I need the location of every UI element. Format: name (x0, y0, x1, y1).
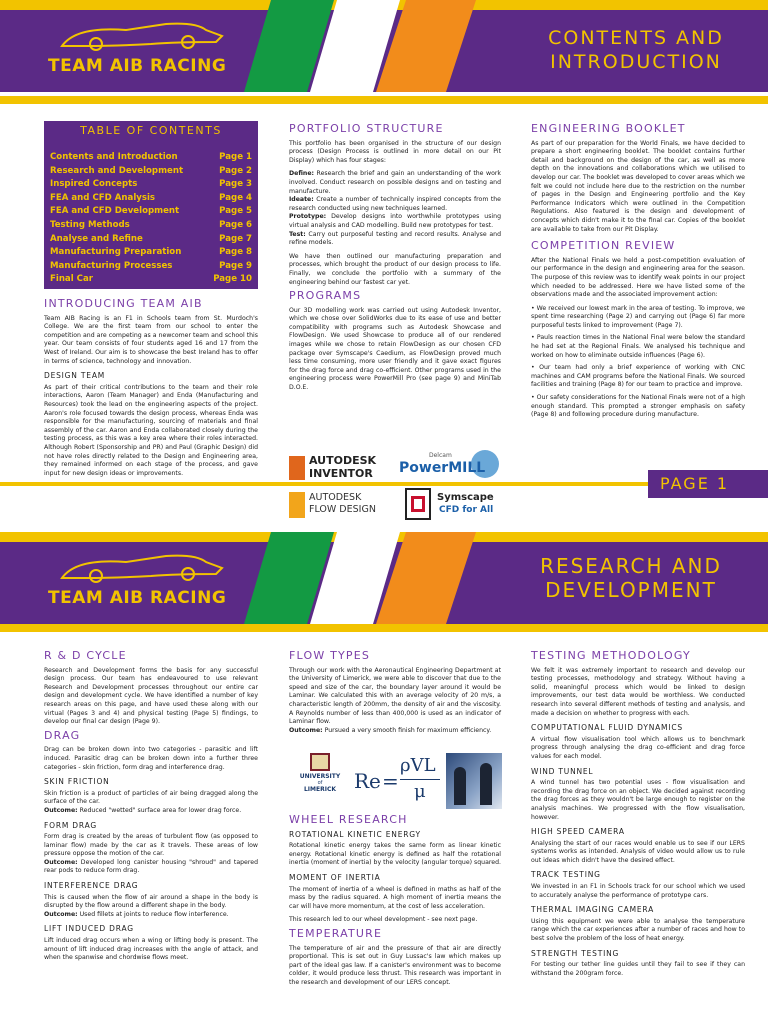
toc-row[interactable] (50, 219, 252, 233)
drag-paragraph: Drag can be broken down into two categories - parasitic and lift induced. Parasitic drag can be broken down into a further three categories - skin friction, form drag and interference drag. (44, 746, 258, 771)
toc-page: Page 3 (219, 179, 252, 190)
review-bullet: • We received our lowest mark in the area of testing. To improve, we spent time researching (Page 2) and carrying out (Page 6) far more purposeful tests linked to improvement (Page 7). (531, 304, 745, 329)
program-logos (289, 450, 501, 522)
toc-label: Final Car (50, 274, 94, 285)
portfolio-title: PORTFOLIO STRUCTURE (289, 122, 444, 135)
toc-row[interactable] (50, 165, 252, 179)
intro-title: INTRODUCING TEAM AIB (44, 297, 203, 310)
toc-page: Page 9 (219, 260, 252, 271)
review-bullet: • Our safety considerations for the National Finals were not of a high enough standard. This prompted a stronger emphasis on safety (Page 8) and following procedure during manufacture. (531, 394, 745, 419)
intro-paragraph: Team AIB Racing is an F1 in Schools team from St. Murdoch's College. We are the first team from our school to enter the competition and are competing as a newcomer team and school this year. Our team consists of four students aged 16 and 17 from the West of Ireland. Our aim is to showcase the best Ireland has to offer in terms of science, technology and innovation. (44, 314, 258, 365)
strength-title: STRENGTH TESTING (531, 948, 620, 958)
drag-title: DRAG (44, 728, 81, 742)
portfolio-intro: This portfolio has been organised in the structure of our design process (Design Process is outlined in more detail on our Pit Display) which has four stages: (289, 139, 501, 164)
cfd-title: COMPUTATIONAL FLUID DYNAMICS (531, 723, 683, 733)
rd-paragraph: Research and Development forms the basis for any successful design process. Our team has endeavoured to use relevant Research and Development processes throughout our entire car design and development cycle. We have identified a number of key research areas on this page, and have used these along with our virtual (Pages 3 and 4) and physical testing (Page 5) findings, to develop our final car design (Page 9). (44, 666, 258, 726)
team-logo (48, 14, 228, 84)
rd-title: R & D CYCLE (44, 649, 127, 662)
skin-paragraph: Skin friction is a product of particles of air being dragged along the surface of the car. Outcome: Reduced "wetted" surface area for lower drag force. (44, 789, 258, 814)
booklet-paragraph: As part of our preparation for the World Finals, we have decided to prepare a short engineering booklet. The booklet contains further detail and background on the design of the car, as well as more depth on the innovations and collaborations which we utilised to develop our car. The booklet was developed to cover areas which we felt we could not include here due to the restriction on the number of pages in the Design and Engineering portfolio and the Key Performance Indicators which were outlined in the Competition Regulations. Also featured is the design and development of concepts which didn't make it to the final car. Copies of the booklet are available to take from our Pit Display. (531, 139, 745, 233)
toc-page: Page 7 (219, 233, 252, 244)
inventor-logo: AUTODESK INVENTOR (289, 454, 393, 484)
page1-title: CONTENTS AND INTRODUCTION (548, 27, 724, 73)
form-paragraph: Form drag is created by the areas of turbulent flow (as opposed to laminar flow) made by the car as it travels. These areas of low pressure oppose the motion of the car. Outcome: Developed long canister housing "shroud" and tapered rear pods to reduce form drag. (44, 833, 258, 875)
toc-label: Testing Methods (50, 219, 130, 230)
review-bullet: • Our team had only a brief experience of working with CNC machines and CAM programs before the National Finals. We sourced facilities and training (Page 8) for our team to practice and improve. (531, 364, 745, 389)
toc-row[interactable] (50, 151, 252, 165)
review-paragraph: After the National Finals we held a post-competition evaluation of our performance in the design and engineering area for the season. The purpose of this review was to identify weak points in our project which needed to be addressed. Here we have listed some of the observations made and the associated improvement action: (531, 256, 745, 299)
symscape-icon (405, 488, 431, 520)
page1-stripe (0, 96, 768, 104)
strength-paragraph: For testing our tether line guides until they fail to see if they can withstand the 200gram force. (531, 961, 745, 977)
testing-section (531, 648, 745, 983)
design-team-title: DESIGN TEAM (44, 371, 106, 381)
interference-title: INTERFERENCE DRAG (44, 881, 139, 891)
toc-label: FEA and CFD Development (50, 206, 180, 217)
camera-title: HIGH SPEED CAMERA (531, 827, 625, 837)
toc-label: Inspired Concepts (50, 179, 138, 190)
flow-title: FLOW TYPES (289, 649, 371, 662)
flowdesign-logo: AUTODESK FLOW DESIGN (289, 490, 397, 520)
symscape-logo: Symscape CFD for All (405, 488, 501, 522)
testing-title: TESTING METHODOLOGY (531, 649, 691, 662)
lab-photo (446, 753, 502, 809)
crest-icon (310, 753, 330, 771)
booklet-title: ENGINEERING BOOKLET (531, 122, 686, 135)
skin-title: SKIN FRICTION (44, 777, 110, 787)
design-team-paragraph: As part of their critical contributions to the team and their role interactions, Aaron (Team Manager) and Enda (Manufacturing and Resources) took the lead on the engineering aspects of the project. Aaron's role focused towards the design process, whereas Enda was responsible for the manufacturing, sourcing of materials and final assembly of the car. Aaron and Enda collaborated closely during the testing process, as this was a key area where their roles interacted. Although Robert (Sponsorship and PR) and Paul (Graphic Design) did not have roles directly related to the Design and Engineering area, they remained informed on each stage of the process, and gave input for new design ideas or improvements. (44, 383, 258, 477)
moi-title: MOMENT OF INERTIA (289, 872, 381, 882)
flow-paragraph: Through our work with the Aeronautical Engineering Department at the University of Limerick, we were able to discover that due to the speed and size of the car, the boundary layer around it would be Laminar. We calculated this with an average velocity of 20 m/s, a characteristic length of 200mm, the density of air and the viscosity. A Reynolds number of less than 400,000 is used as an indicator of Laminar flow. Outcome: Pursued a very smooth finish for maximum efficiency. (289, 666, 501, 734)
toc-row[interactable] (50, 260, 252, 274)
thermal-paragraph: Using this equipment we were able to analyse the temperature range which the car experiences after a number of races and how to best solve the problem of the loss of heat energy. (531, 917, 745, 943)
review-list (531, 305, 745, 420)
reynolds-figure (290, 753, 502, 811)
inventor-icon (289, 456, 305, 480)
toc-page: Page 5 (219, 206, 252, 217)
temperature-paragraph: The temperature of air and the pressure of that air are directly proportional. This is set out in Guy Lussac's law which makes up part of the ideal gas law. If a canister's environment was to become colder, it would produce less thrust. This research was important in the research and development of our LERS concept. (289, 944, 501, 986)
flowdesign-icon (289, 492, 305, 518)
toc-label: Manufacturing Preparation (50, 247, 182, 258)
toc-page: Page 8 (219, 247, 252, 258)
toc-page: Page 2 (219, 165, 252, 176)
rke-title: ROTATIONAL KINETIC ENERGY (289, 829, 421, 839)
toc-row[interactable] (50, 233, 252, 247)
toc-label: Research and Development (50, 165, 184, 176)
cfd-paragraph: A virtual flow visualisation tool which allows us to benchmark progress through analysing the drag co-efficient and drag force values for each model. (531, 735, 745, 760)
toc-row[interactable] (50, 178, 252, 192)
lift-paragraph: Lift induced drag occurs when a wing or lifting body is present. The amount of lift induced drag increases with the angle of attack, and when the spanwise and chordwise flows meet. (44, 937, 258, 962)
team-name: TEAM AIB RACING (48, 56, 227, 76)
page2-banner (0, 532, 768, 624)
thermal-title: THERMAL IMAGING CAMERA (531, 905, 655, 915)
wheel-title: WHEEL RESEARCH (289, 813, 408, 826)
interference-paragraph: This is caused when the flow of air around a shape in the body is disrupted by the flow around a different shape in the body. Outcome: Used fillets at joints to reduce flow interference. (44, 893, 258, 918)
portfolio-stages: Define: Research the brief and gain an understanding of the work involved. Conduct research on possible designs and on testing and manufacture. Ideate: Create a number of technically inspired concepts from the research conducted using new techniques learned. Prototype: Develop designs into worthwhile prototypes using virtual analysis and CAD modelling. Build new prototypes for test. Test: Carry out purposeful testing and record results. Analyse and refine models. (289, 170, 501, 247)
moi-paragraph: The moment of inertia of a wheel is defined in maths as half of the mass by the radius squared. A high moment of inertia means the car will have more momentum, at the cost of less acceleration. (289, 885, 501, 910)
toc-row[interactable] (50, 246, 252, 260)
camera-paragraph: Analysing the start of our races would enable us to see if our LERS systems works as intended. Analysis of video would allow us to rule out ideas which didn't have the desired effect. (531, 839, 745, 864)
lift-title: LIFT INDUCED DRAG (44, 924, 134, 934)
car-silhouette-icon (56, 16, 226, 54)
review-title: COMPETITION REVIEW (531, 239, 676, 253)
temperature-title: TEMPERATURE (289, 926, 383, 940)
portfolio-conclusion: We have then outlined our manufacturing preparation and processes, which brought the product of our design process to life. Finally, we conclude the portfolio with a summary of the engineering behind our fastest car yet. (289, 252, 501, 286)
form-title: FORM DRAG (44, 820, 97, 830)
moi-paragraph-2: This research led to our wheel development - see next page. (289, 916, 478, 924)
page1-banner (0, 0, 768, 92)
toc-page: Page 4 (219, 192, 252, 203)
university-logo: UNIVERSITY of LIMERICK (290, 753, 350, 809)
toc-row[interactable] (50, 273, 252, 287)
toc-label: Contents and Introduction (50, 152, 178, 162)
toc-page: Page 1 (219, 152, 252, 162)
team-name: TEAM AIB RACING (48, 588, 227, 608)
reynolds-equation: Re = ρVL μ (354, 757, 442, 807)
page2-stripe (0, 624, 768, 632)
programs-paragraph: Our 3D modelling work was carried out using Autodesk Inventor, which we chose over SolidWorks due to its ease of use and better compatibility with programs such as Autodesk Showcase and FlowDesign. We used Showcase to produce all of our rendered images while we chose to retain FlowDesign as our chosen CFD package over Symscape's Caedium, as FlowDesign proved much less time consuming, more user friendly and it gave exact figures for the drag force and drag co-efficient. Other programs used in the engineering process were PowerMill Pro (see page 9) and MiniTab D.O.E. (289, 306, 501, 392)
wheel-section (289, 812, 501, 993)
track-paragraph: We invested in an F1 in Schools track for our school which we used to accurately analyse the performance of prototype cars. (531, 883, 745, 899)
table-of-contents (44, 121, 258, 289)
wind-tunnel-title: WIND TUNNEL (531, 766, 594, 776)
toc-label: Manufacturing Processes (50, 260, 173, 271)
page1-footer-line (0, 482, 648, 486)
wind-tunnel-paragraph: A wind tunnel has two potential uses - flow visualisation and recording the drag force on an object. We decided against recording the drag forces as they wouldn't be large enough to register on the analysis machines. We progressed with the flow visualisation, however. (531, 779, 745, 821)
portfolio-section (289, 121, 501, 398)
powermill-logo: Delcam PowerMILL (399, 450, 501, 484)
track-title: TRACK TESTING (531, 870, 601, 880)
toc-page: Page 10 (213, 274, 252, 285)
toc-label: Analyse and Refine (50, 233, 143, 244)
review-bullet: • Pauls reaction times in the National Final were below the standard he had set at the Regional Finals. We analysed his technique and worked on how to eliminate outside influences (Page 6). (531, 334, 745, 359)
team-logo (48, 546, 228, 616)
car-silhouette-icon (56, 548, 226, 586)
page2-title: RESEARCH AND DEVELOPMENT (540, 554, 722, 602)
testing-paragraph: We felt it was extremely important to research and develop our testing processes, methodology and strategy. Without having a solid, meaningful process which would be linked to design improvements, our test data would be worthless. We conducted research into several different methods of testing and analysis, and made a decision on whether to progress with each. (531, 666, 745, 717)
toc-row[interactable] (50, 192, 252, 206)
toc-row[interactable] (50, 205, 252, 219)
flow-section (289, 648, 501, 740)
toc-page: Page 6 (219, 219, 252, 230)
toc-title: TABLE OF CONTENTS (80, 124, 222, 137)
booklet-section (531, 121, 745, 424)
toc-label: FEA and CFD Analysis (50, 192, 156, 203)
page-badge: PAGE 1 (648, 470, 768, 498)
rke-paragraph: Rotational kinetic energy takes the same form as linear kinetic energy. Rotational kinetic energy is defined as half the rotational inertia (moment of inertia) by the velocity (angular torque) squared. (289, 842, 501, 867)
intro-section (44, 296, 258, 483)
programs-title: PROGRAMS (289, 289, 362, 303)
rd-section (44, 648, 258, 968)
